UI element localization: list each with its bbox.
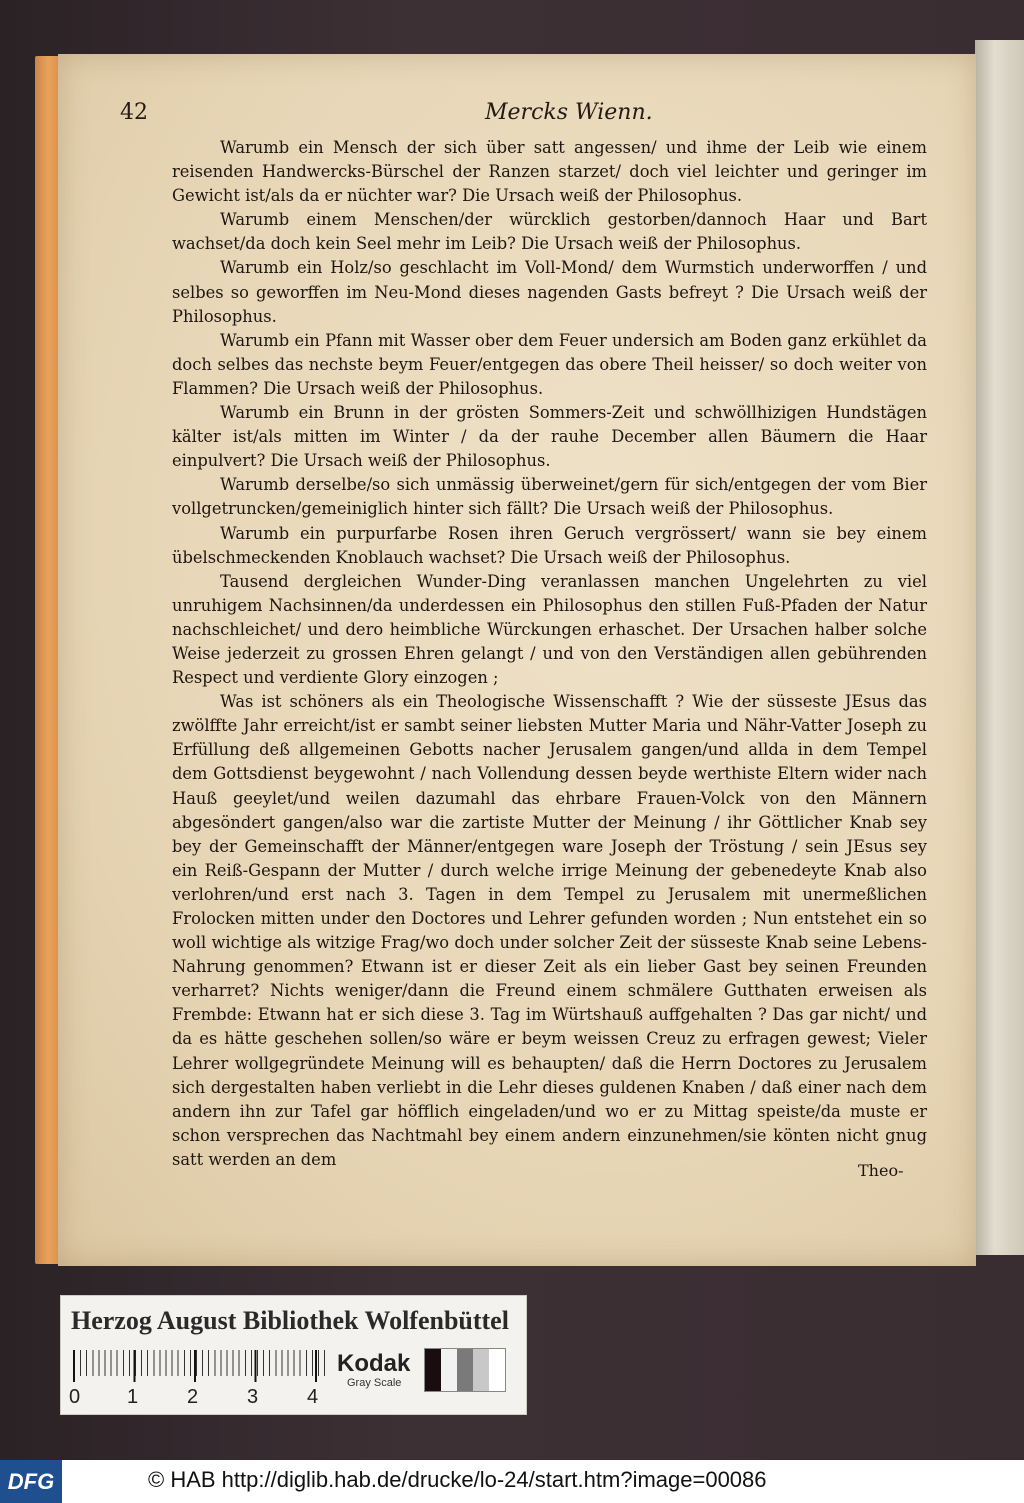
ruler-number: 1: [127, 1386, 139, 1408]
gray-scale-label: Gray Scale: [347, 1377, 402, 1389]
catchword: Theo-: [858, 1161, 904, 1180]
swatch: [425, 1349, 441, 1391]
paragraph: Warumb ein Brunn in der grösten Sommers-Zeit und schwöllhizigen Hundstägen kälter ist/als mitten im Winter / da der rauhe December allen Bäumern die Haar einpulvert? Die Ursach weiß der Philosophus.: [172, 403, 927, 471]
paragraph: Was ist schöners als ein Theologische Wissenschafft ? Wie der süsseste JEsus das zwölffte Jahr erreicht/ist er sambt seiner liebsten Mutter Maria und Nähr-Vatter Joseph zu Erfüllung deß allgemeinen Gebotts nacher Jerusalem gangen/und allda in dem Tempel dem Gottsdienst beygewohnt / nach Vollendung dessen beyde werthiste Eltern wider nach Hauß geeylet/und weilen dazumahl das ehrbare Frauen-Volck von den Männern abgesöndert gangen/also war die zartiste Mutter der Meinung / ihr Göttlicher Knab sey bey der Gemeinschafft der Männer/entgegen ware Joseph der Tröstung / sein JEsus sey ein Reiß-Gespann der Mutter / durch welche irrige Meinung der gebenedeyte Knab also verlohren/und erst nach 3. Tagen in dem Tempel zu Jerusalem mit unermeßlichen Frolocken mitten under den Doctores und Lehrer gefunden worden ; Nun entstehet ein so woll wichtige als witzige Frag/wo doch under solcher Zeit der süsseste Knab seine Lebens-Nahrung genommen? Etwann ist er dieser Zeit als ein lieber Gast bey seinen Freunden verharret? Nichts weniger/dann die Freund einem schmälere Gutthaten erweisen als Frembde: Etwann hat er sich diese 3. Tag im Würtshauß auffgehalten ? Das gar nicht/ und da es hätte geschehen sollen/so wäre er beym weissen Creuz zu erfragen gewest; Vieler Lehrer wollgegründete Meinung will es behaupten/ daß die Herrn Doctores zu Jerusalem sich dergestalten haben verliebt in die Lehr dieses guldenen Knaben / daß einer nach dem andern ihn zur Tafel gar höfflich eingeladen/und wo er zu Mittag speiste/da muste er schon versprechen das Nachtmahl bey einem andern einzunehmen/sie könten nicht gnug satt werden an dem: [172, 692, 927, 1169]
swatch: [489, 1349, 505, 1391]
ruler-numbers: [69, 1386, 369, 1410]
ruler-number: 2: [187, 1386, 199, 1408]
page-number: 42: [120, 100, 148, 125]
swatch: [457, 1349, 473, 1391]
gray-scale-swatches: [424, 1348, 506, 1392]
paragraph: Warumb einem Menschen/der würcklich gestorben/dannoch Haar und Bart wachset/da doch kein Seel mehr im Leib? Die Ursach weiß der Philosophus.: [172, 210, 927, 254]
paragraph: Warumb ein Mensch der sich über satt angessen/ und ihme der Leib wie einem reisenden Handwercks-Bürschel der Ranzen starzet/ doch viel leichter und geringer im Gewicht ist/als da er nüchter war? Die Ursach weiß der Philosophus.: [172, 138, 927, 206]
dfg-logo: DFG: [0, 1460, 62, 1503]
paragraph: Tausend dergleichen Wunder-Ding veranlassen manchen Ungelehrten zu viel unruhigem Nachsinnen/da underdessen ein Philosophus den stillen Fuß-Pfaden der Natur nachschleichet/ und dero heimbliche Würckungen erhaschet. Der Ursachen halber solche Weise jederzeit zu grossen Ehren gelangt / und von den Verständigen allen gebührenden Respect und verdiente Glory einzogen ;: [172, 571, 927, 688]
swatch: [473, 1349, 489, 1391]
ruler-number: 3: [247, 1386, 259, 1408]
facing-page-edge: [975, 40, 1024, 1255]
library-color-card: [60, 1295, 527, 1415]
page-header: [120, 100, 980, 130]
copyright-link[interactable]: © HAB http://diglib.hab.de/drucke/lo-24/start.htm?image=00086: [148, 1467, 767, 1492]
paragraph: Warumb derselbe/so sich unmässig überweinet/gern für sich/entgegen der vom Bier vollgetruncken/gemeiniglich hinter sich fällt? Die Ursach weiß der Philosophus.: [172, 475, 927, 519]
scale-ruler: [69, 1350, 373, 1408]
library-name: Herzog August Bibliothek Wolfenbüttel: [71, 1306, 509, 1335]
running-title: Mercks Wienn.: [485, 100, 653, 125]
ruler-number: 4: [307, 1386, 319, 1408]
paragraph: Warumb ein Holz/so geschlacht im Voll-Mond/ dem Wurmstich underworffen / und selbes so geworffen im Neu-Mond dieses nagenden Gasts befreyt ? Die Ursach weiß der Philosophus.: [172, 258, 927, 326]
paragraph: Warumb ein purpurfarbe Rosen ihren Geruch vergrössert/ wann sie bey einem übelschmeckenden Knoblauch wachset? Die Ursach weiß der Philosophus.: [172, 523, 927, 567]
paragraph: Warumb ein Pfann mit Wasser ober dem Feuer undersich am Boden ganz erkühlet da doch selbes das nechste beym Feuer/entgegen das obere Theil heisser/ so doch weiter von Flammen? Die Ursach weiß der Philosophus.: [172, 330, 927, 398]
swatch: [441, 1349, 457, 1391]
kodak-logo: Kodak: [337, 1350, 411, 1377]
ruler-major-ticks: [73, 1350, 328, 1382]
body-text: [172, 136, 927, 1172]
ruler-number: 0: [69, 1386, 81, 1408]
